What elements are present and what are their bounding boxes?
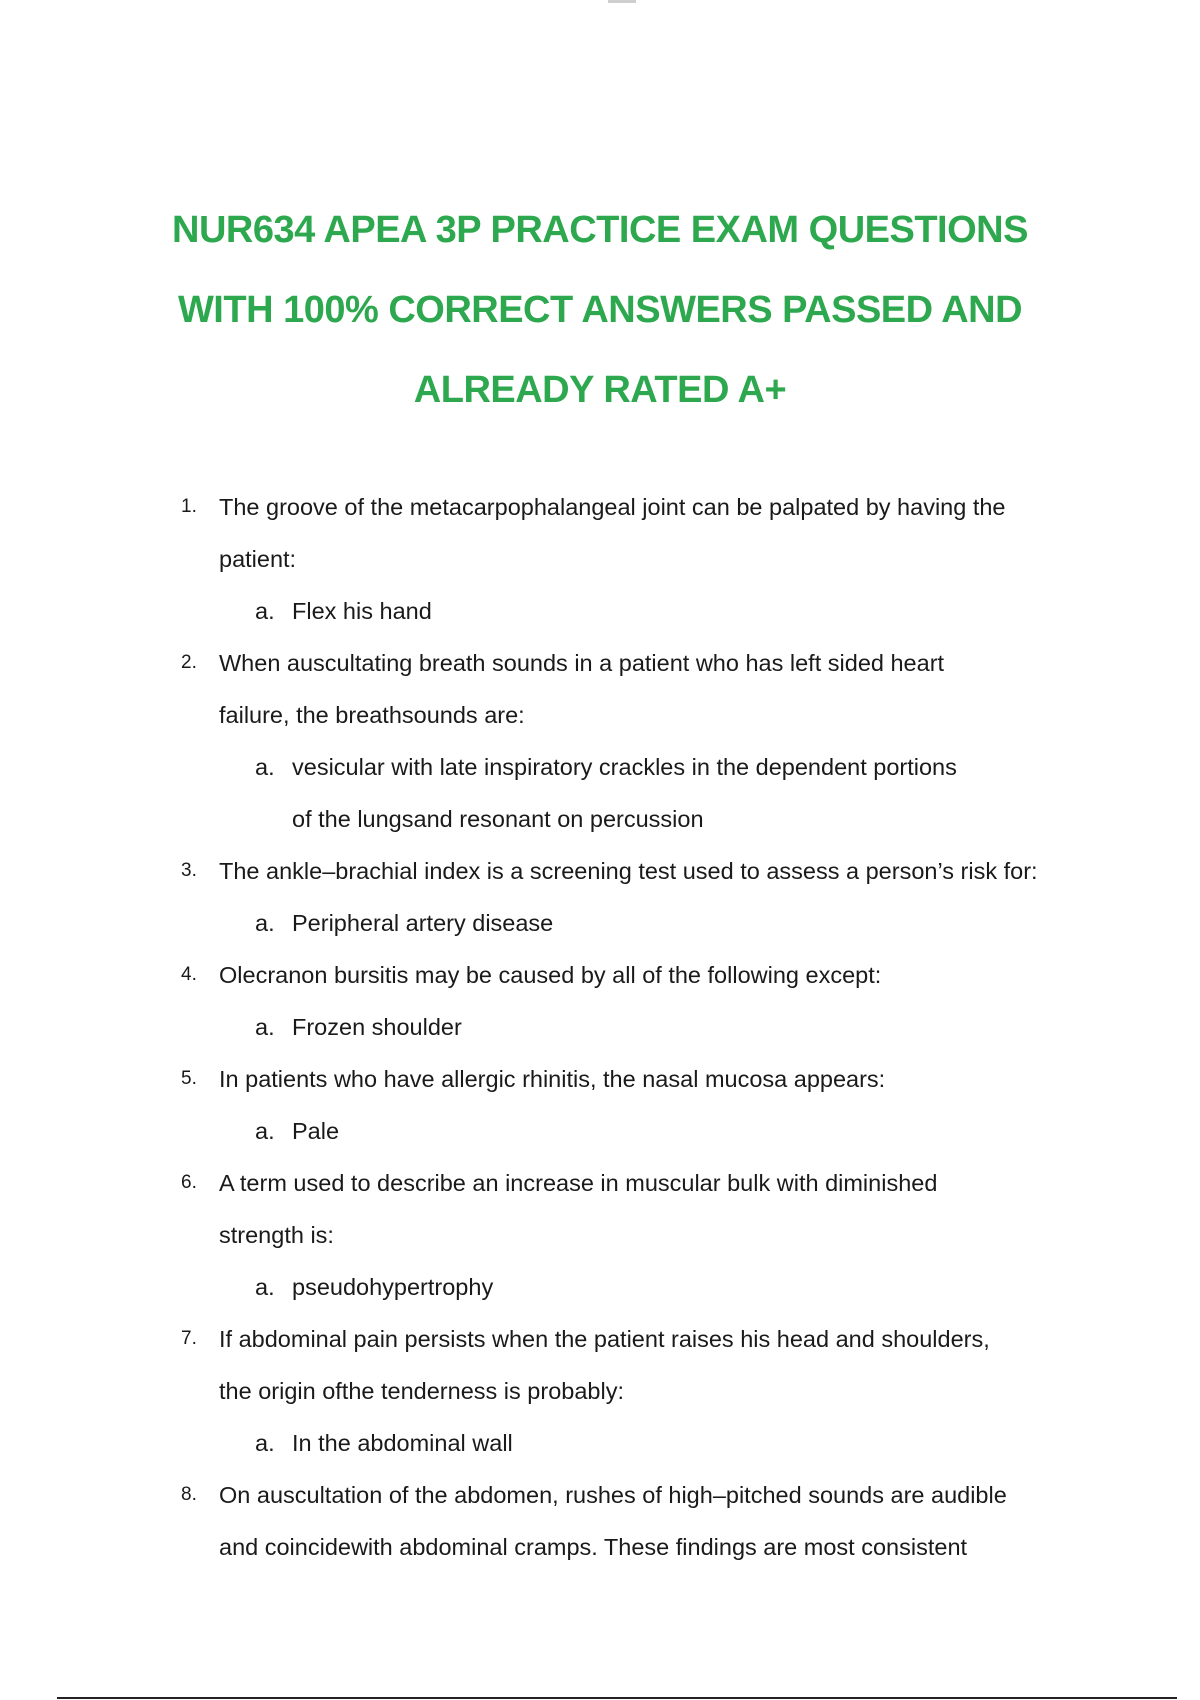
- answer-line: Flex his hand: [292, 598, 432, 624]
- question-line: The ankle–brachial index is a screening test used to assess a person’s risk for:: [219, 858, 1038, 884]
- answer-line: Frozen shoulder: [292, 1014, 462, 1040]
- question-line: A term used to describe an increase in muscular bulk with diminished: [219, 1170, 938, 1196]
- answer-text: [292, 1417, 1052, 1469]
- answer-item: [0, 1417, 1200, 1469]
- question-item: [0, 845, 1200, 897]
- question-item: [0, 1313, 1200, 1417]
- question-text: [219, 1313, 1089, 1417]
- question-line: On auscultation of the abdomen, rushes of high–pitched sounds are audible: [219, 1482, 1007, 1508]
- question-line: and coincidewith abdominal cramps. These findings are most consistent: [219, 1534, 968, 1560]
- top-edge-mark: [608, 0, 636, 3]
- question-number: 8.: [181, 1484, 197, 1505]
- question-text: [219, 1053, 1089, 1105]
- answer-line: Peripheral artery disease: [292, 910, 554, 936]
- answer-item: [0, 897, 1200, 949]
- answer-line: vesicular with late inspiratory crackles in the dependent portions: [292, 754, 957, 780]
- question-number: 2.: [181, 652, 197, 673]
- question-number: 4.: [181, 964, 197, 985]
- question-item: [0, 1469, 1200, 1573]
- question-number: 5.: [181, 1068, 197, 1089]
- question-number: 6.: [181, 1172, 197, 1193]
- question-line: strength is:: [219, 1222, 334, 1248]
- answer-letter: a.: [255, 1274, 275, 1300]
- answer-item: [0, 585, 1200, 637]
- question-item: [0, 1053, 1200, 1105]
- question-item: [0, 637, 1200, 741]
- title-line: NUR634 APEA 3P PRACTICE EXAM QUESTIONS: [172, 209, 1028, 251]
- answer-text: [292, 585, 1052, 637]
- answer-item: [0, 1105, 1200, 1157]
- answer-letter: a.: [255, 1430, 275, 1456]
- answer-text: [292, 1105, 1052, 1157]
- answer-line: pseudohypertrophy: [292, 1274, 494, 1300]
- answer-text: [292, 1261, 1052, 1313]
- question-text: [219, 845, 1089, 897]
- title-line: ALREADY RATED A+: [413, 369, 787, 411]
- answer-text: [292, 741, 1052, 845]
- question-text: [219, 1469, 1089, 1573]
- title-line: WITH 100% CORRECT ANSWERS PASSED AND: [177, 289, 1023, 331]
- question-number: 1.: [181, 496, 197, 517]
- question-item: [0, 949, 1200, 1001]
- answer-item: [0, 741, 1200, 845]
- question-line: When auscultating breath sounds in a patient who has left sided heart: [219, 650, 945, 676]
- answer-line: Pale: [292, 1118, 340, 1144]
- question-item: [0, 1157, 1200, 1261]
- answer-letter: a.: [255, 598, 275, 624]
- answer-letter: a.: [255, 910, 275, 936]
- answer-letter: a.: [255, 754, 275, 780]
- question-line: In patients who have allergic rhinitis, the nasal mucosa appears:: [219, 1066, 886, 1092]
- question-line: The groove of the metacarpophalangeal joint can be palpated by having the: [219, 494, 1006, 520]
- answer-letter: a.: [255, 1014, 275, 1040]
- answer-text: [292, 1001, 1052, 1053]
- question-text: [219, 637, 1089, 741]
- question-number: 3.: [181, 860, 197, 881]
- question-text: [219, 481, 1089, 585]
- answer-line: In the abdominal wall: [292, 1430, 513, 1456]
- page-bottom-rule: [57, 1697, 1177, 1699]
- answer-item: [0, 1261, 1200, 1313]
- question-line: Olecranon bursitis may be caused by all of the following except:: [219, 962, 882, 988]
- question-line: the origin ofthe tenderness is probably:: [219, 1378, 624, 1404]
- answer-text: [292, 897, 1052, 949]
- question-list: [0, 481, 1200, 1573]
- document-title: [0, 190, 1200, 430]
- answer-line: of the lungsand resonant on percussion: [292, 806, 704, 832]
- answer-letter: a.: [255, 1118, 275, 1144]
- answer-item: [0, 1001, 1200, 1053]
- question-text: [219, 949, 1089, 1001]
- question-number: 7.: [181, 1328, 197, 1349]
- question-line: failure, the breathsounds are:: [219, 702, 525, 728]
- question-line: patient:: [219, 546, 297, 572]
- question-item: [0, 481, 1200, 585]
- question-text: [219, 1157, 1089, 1261]
- question-line: If abdominal pain persists when the patient raises his head and shoulders,: [219, 1326, 990, 1352]
